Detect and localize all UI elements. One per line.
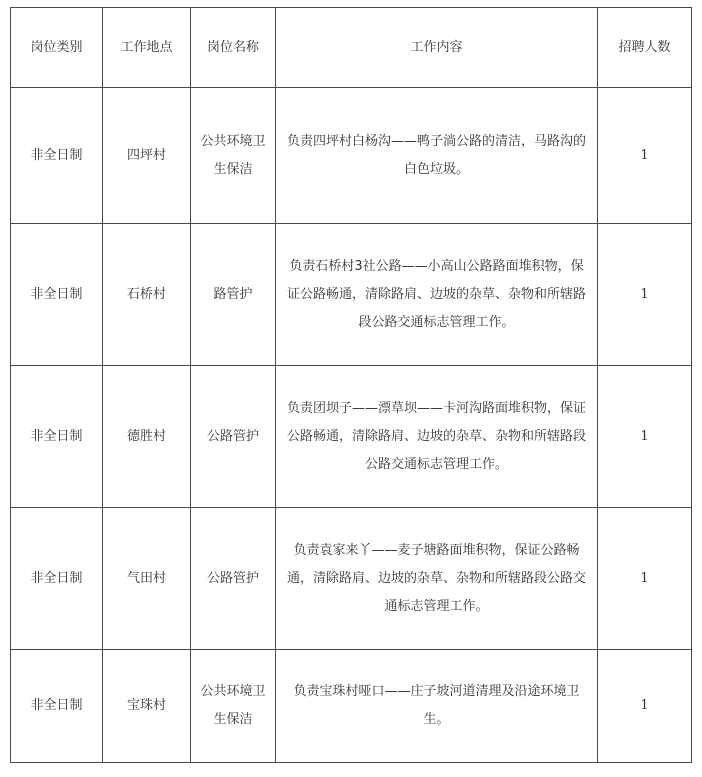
cell-position-text: 公路管护 [206, 428, 259, 444]
recruitment-table [10, 7, 692, 763]
cell-position-text: 公路管护 [206, 570, 259, 586]
cell-location: 德胜村 [103, 366, 191, 508]
cell-position-text: 路管护 [213, 286, 253, 302]
cell-category: 非全日制 [11, 650, 103, 763]
table-row [11, 88, 692, 224]
cell-position [191, 366, 276, 508]
cell-count: 1 [598, 88, 692, 224]
recruitment-table-wrapper [10, 7, 692, 763]
cell-count: 1 [598, 224, 692, 366]
cell-content [276, 88, 598, 224]
header-category: 岗位类别 [11, 8, 103, 88]
header-content: 工作内容 [276, 8, 598, 88]
cell-content-text: 负责四坪村白杨沟——鸭子淌公路的清洁，马路沟的白色垃圾。 [286, 133, 586, 177]
table-row [11, 224, 692, 366]
table-row [11, 650, 692, 763]
cell-position-text: 公共环境卫生保洁 [200, 133, 266, 177]
cell-category: 非全日制 [11, 508, 103, 650]
cell-location: 石桥村 [103, 224, 191, 366]
cell-content-text: 负责袁家来丫——麦子塘路面堆积物，保证公路畅通，清除路肩、边坡的杂草、杂物和所辖路段公路交通标志管理工作。 [286, 542, 586, 614]
header-count: 招聘人数 [598, 8, 692, 88]
cell-position [191, 88, 276, 224]
table-row [11, 366, 692, 508]
cell-content [276, 366, 598, 508]
cell-content-text: 负责宝珠村哑口——庄子坡河道清理及沿途环境卫生。 [293, 684, 580, 727]
cell-position-text: 公共环境卫生保洁 [200, 684, 266, 727]
cell-category: 非全日制 [11, 224, 103, 366]
cell-position [191, 650, 276, 763]
cell-content [276, 650, 598, 763]
table-row [11, 508, 692, 650]
header-position: 岗位名称 [191, 8, 276, 88]
header-location: 工作地点 [103, 8, 191, 88]
cell-count: 1 [598, 366, 692, 508]
cell-category: 非全日制 [11, 88, 103, 224]
cell-count: 1 [598, 508, 692, 650]
cell-category: 非全日制 [11, 366, 103, 508]
table-header-row [11, 8, 692, 88]
cell-content [276, 508, 598, 650]
cell-content-text: 负责团坝子——漂草坝——卡河沟路面堆积物，保证公路畅通，清除路肩、边坡的杂草、杂物和所辖路段公路交通标志管理工作。 [286, 400, 586, 472]
cell-position [191, 224, 276, 366]
cell-count: 1 [598, 650, 692, 763]
cell-content [276, 224, 598, 366]
cell-location: 宝珠村 [103, 650, 191, 763]
cell-location: 气田村 [103, 508, 191, 650]
cell-location: 四坪村 [103, 88, 191, 224]
cell-content-text: 负责石桥村3社公路——小高山公路路面堆积物，保证公路畅通，清除路肩、边坡的杂草、杂物和所辖路段公路交通标志管理工作。 [286, 258, 586, 330]
cell-position [191, 508, 276, 650]
